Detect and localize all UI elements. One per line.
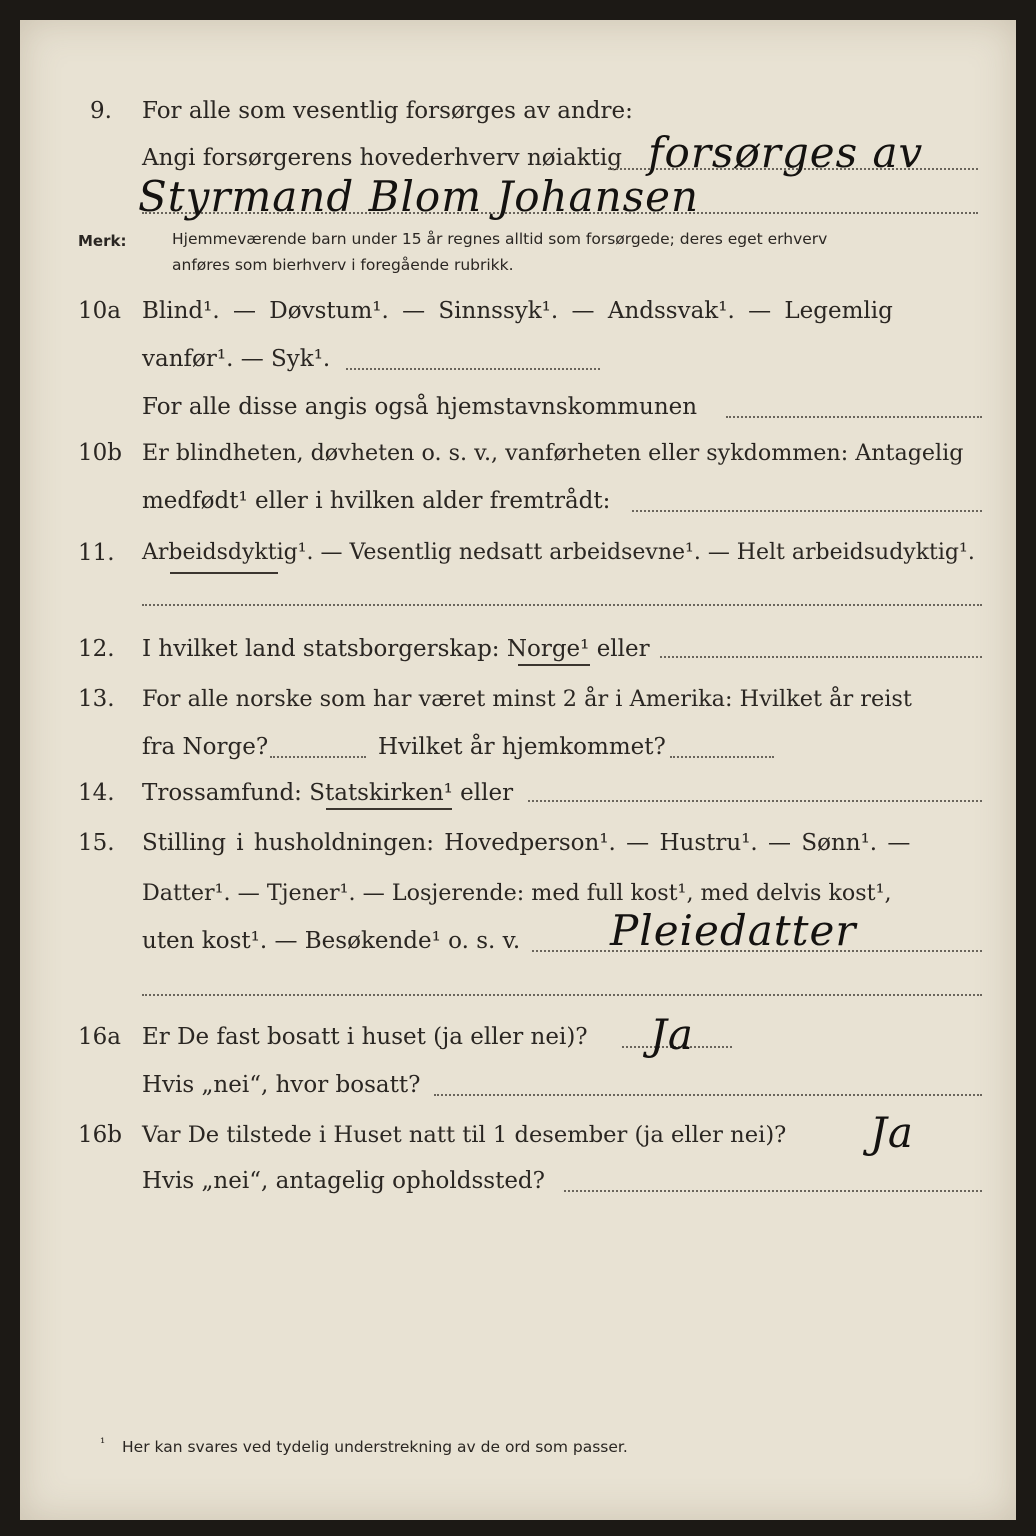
q16b-line1: Var De tilstede i Huset natt til 1 desember (ja eller nei)? (142, 1122, 787, 1148)
q12-line1: I hvilket land statsborgerskap: Norge¹ eller (142, 636, 650, 662)
q16a-number: 16a (78, 1024, 121, 1050)
q9-number: 9. (90, 98, 112, 124)
q13-line2b: Hvilket år hjemkommet? (378, 734, 666, 760)
q12-answer-line[interactable] (660, 656, 982, 658)
q9-line2: Angi forsørgerens hovederhverv nøiaktig (142, 145, 622, 171)
q13-hjemkommet-line[interactable] (670, 756, 774, 758)
merk-line2: anføres som bierhverv i foregående rubrikk. (172, 256, 514, 274)
q16a-bosatt-line[interactable] (434, 1094, 982, 1096)
q12-number: 12. (78, 636, 115, 662)
q11-number: 11. (78, 540, 115, 566)
q13-line1: For alle norske som har været minst 2 år i Amerika: Hvilket år reist (142, 686, 912, 712)
merk-label: Merk: (78, 232, 127, 250)
q13-reist-line[interactable] (270, 756, 366, 758)
q16b-line2: Hvis „nei“, antagelig opholdssted? (142, 1168, 545, 1194)
q14-number: 14. (78, 780, 115, 806)
q10a-answer-line[interactable] (346, 368, 600, 370)
q10a-kommune-line[interactable] (726, 416, 982, 418)
q16b-opholdssted-line[interactable] (564, 1190, 982, 1192)
q10b-line1: Er blindheten, døvheten o. s. v., vanførheten eller sykdommen: Antagelig (142, 440, 964, 466)
q16a-line2: Hvis „nei“, hvor bosatt? (142, 1072, 421, 1098)
q13-number: 13. (78, 686, 115, 712)
q10b-number: 10b (78, 440, 122, 466)
q10a-line1: Blind¹. — Døvstum¹. — Sinnssyk¹. — Andssvak¹. — Legemlig (142, 298, 893, 324)
q9-line1: For alle som vesentlig forsørges av andre: (142, 98, 633, 124)
q9-handwriting-1: forsørges av (648, 128, 924, 177)
q15-number: 15. (78, 830, 115, 856)
q14-underline-statskirken (326, 808, 452, 810)
q14-answer-line[interactable] (528, 800, 982, 802)
q16b-number: 16b (78, 1122, 122, 1148)
q13-line2a: fra Norge? (142, 734, 269, 760)
footnote-text: Her kan svares ved tydelig understrekning av de ord som passer. (122, 1438, 628, 1456)
q15-line1: Stilling i husholdningen: Hovedperson¹. — Hustru¹. — Sønn¹. — (142, 830, 911, 856)
q11-line1: Arbeidsdyktig¹. — Vesentlig nedsatt arbeidsevne¹. — Helt arbeidsudyktig¹. (142, 540, 975, 565)
q15-answer-line2[interactable] (142, 994, 982, 996)
q15-line3: uten kost¹. — Besøkende¹ o. s. v. (142, 928, 521, 954)
q10b-line2: medfødt¹ eller i hvilken alder fremtrådt: (142, 488, 611, 514)
q16b-handwriting: Ja (870, 1108, 914, 1157)
q16a-handwriting: Ja (650, 1010, 694, 1059)
merk-line1: Hjemmeværende barn under 15 år regnes alltid som forsørgede; deres eget erhverv (172, 230, 828, 248)
q12-underline-norge (518, 664, 590, 666)
q11-underline-arbeidsdyktig (170, 572, 278, 574)
q11-answer-line[interactable] (142, 604, 982, 606)
q10a-line3: For alle disse angis også hjemstavnskommunen (142, 394, 698, 420)
footnote-mark: ¹ (100, 1436, 106, 1451)
census-form-page (20, 20, 1016, 1520)
q16a-line1: Er De fast bosatt i huset (ja eller nei)? (142, 1024, 588, 1050)
q15-line2: Datter¹. — Tjener¹. — Losjerende: med full kost¹, med delvis kost¹, (142, 880, 892, 906)
q15-handwriting: Pleiedatter (610, 906, 857, 955)
q10b-answer-line[interactable] (632, 510, 982, 512)
q14-line1: Trossamfund: Statskirken¹ eller (142, 780, 514, 806)
q9-handwriting-2: Styrmand Blom Johansen (138, 172, 700, 221)
q10a-line2: vanfør¹. — Syk¹. (142, 346, 331, 372)
q10a-number: 10a (78, 298, 121, 324)
